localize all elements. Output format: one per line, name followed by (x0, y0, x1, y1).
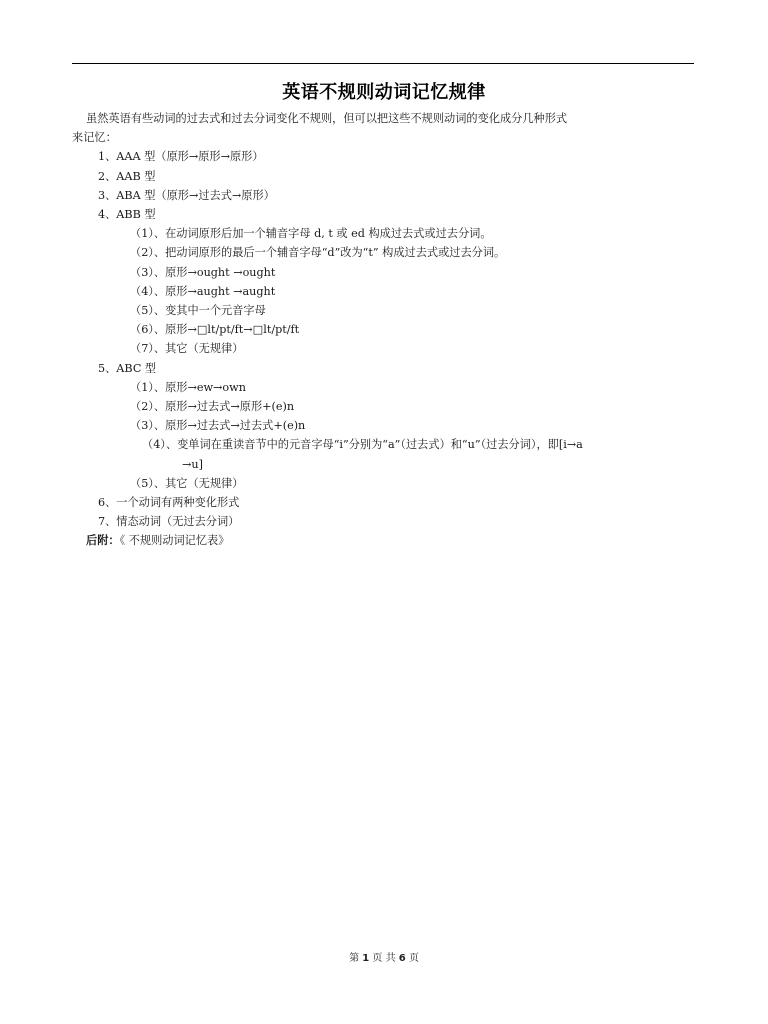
header-rule (72, 63, 694, 64)
section-two-forms: 6、一个动词有两种变化形式 (98, 496, 240, 510)
abc-item-5: （5）、其它（无规律） (130, 476, 244, 490)
abc-item-4 (86, 435, 698, 473)
abb-item-6: （6）、原形→□lt/pt/ft→□lt/pt/ft (130, 323, 300, 337)
footer-suffix: 页 (408, 953, 419, 964)
page-footer (0, 949, 768, 964)
section-aaa: 1、AAA 型（原形→原形→原形） (98, 150, 264, 164)
footer-page-number: 1 (362, 953, 370, 964)
section-abc: 5、ABC 型 (98, 361, 157, 375)
abb-item-1: （1）、在动词原形后加一个辅音字母 d, t 或 ed 构成过去式或过去分词。 (130, 227, 492, 241)
abc-item-4-line-2: →u] (182, 457, 203, 471)
intro-paragraph (72, 109, 698, 147)
abb-item-5: （5）、变其中一个元音字母 (130, 304, 266, 318)
appendix-text: 《 不规则动词记忆表》 (119, 534, 230, 548)
intro-line-2: 来记忆： (72, 131, 117, 145)
section-abb: 4、ABB 型 (98, 208, 156, 222)
abc-item-2: （2）、原形→过去式→原形+(e)n (130, 400, 295, 414)
section-modal-verbs: 7、情态动词（无过去分词） (98, 515, 240, 529)
abb-item-7: （7）、其它（无规律） (130, 342, 244, 356)
abb-item-3: （3）、原形→ought →ought (130, 265, 276, 279)
abc-item-4-line-1: （4）、变单词在重读音节中的元音字母“i”分别为“a”（过去式）和“u”（过去分词），即[i→a (142, 438, 583, 452)
footer-prefix: 第 (349, 953, 360, 964)
footer-total-pages: 6 (398, 953, 406, 964)
document-title: 英语不规则动词记忆规律 (282, 82, 486, 103)
appendix-line (86, 531, 698, 550)
footer-middle: 页 共 (372, 953, 396, 964)
document-body (72, 109, 698, 551)
abb-item-2: （2）、把动词原形的最后一个辅音字母“d”改为“t” 构成过去式或过去分词。 (130, 246, 506, 260)
intro-line-1: 虽然英语有些动词的过去式和过去分词变化不规则，但可以把这些不规则动词的变化成分几种形式 (86, 112, 568, 125)
verb-pattern-list (86, 147, 698, 550)
abc-item-1: （1）、原形→ew→own (130, 380, 246, 394)
abb-item-4: （4）、原形→aught →aught (130, 284, 276, 298)
abc-item-3: （3）、原形→过去式→过去式+(e)n (130, 419, 306, 433)
section-aba: 3、ABA 型（原形→过去式→原形） (98, 188, 275, 202)
section-aab: 2、AAB 型 (98, 169, 156, 183)
appendix-label: 后附： (86, 534, 120, 548)
